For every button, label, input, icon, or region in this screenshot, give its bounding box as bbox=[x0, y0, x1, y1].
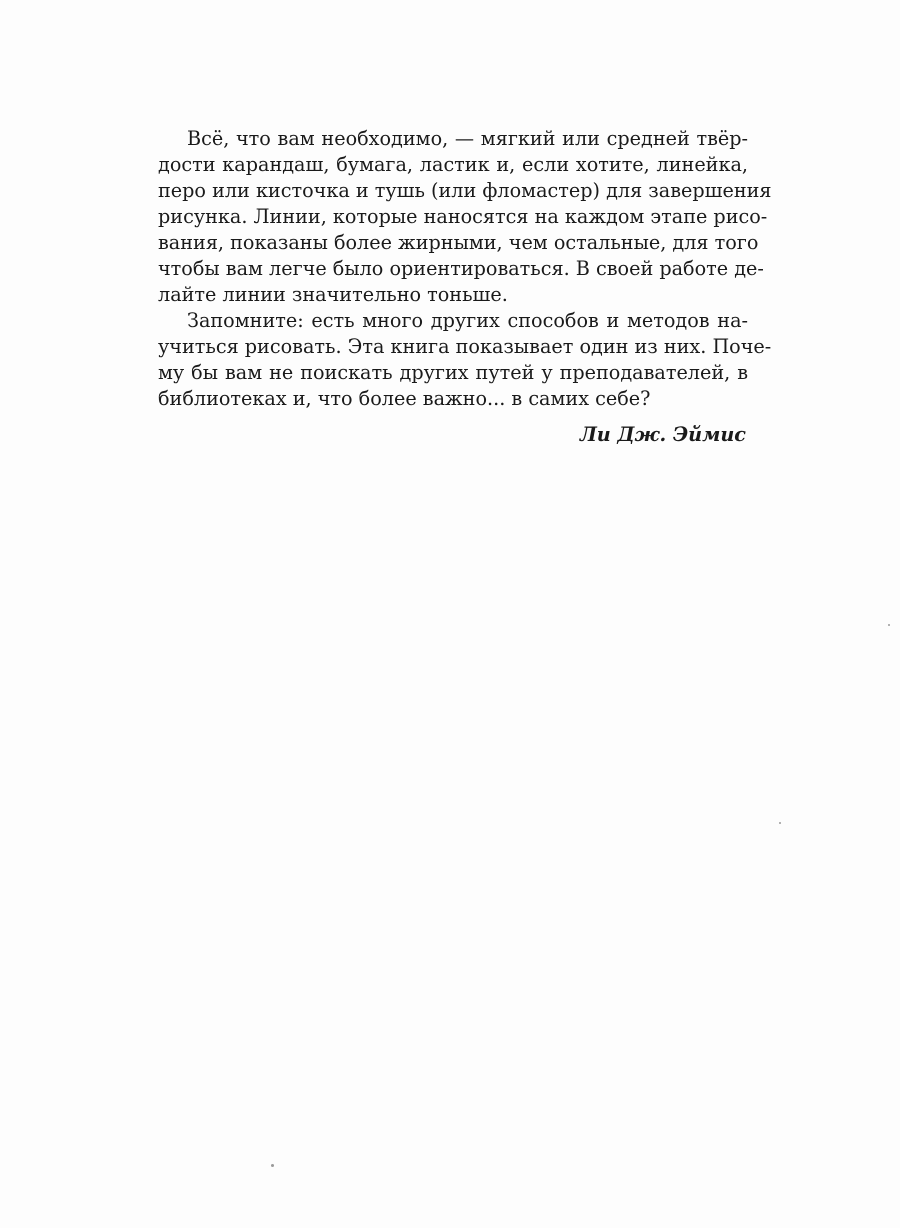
scan-speck bbox=[888, 624, 890, 626]
paragraph-2 bbox=[158, 308, 772, 412]
text-line: учиться рисовать. Эта книга показывает один из них. Поче- bbox=[158, 335, 772, 358]
text-line: перо или кисточка и тушь (или фломастер) для завершения bbox=[158, 179, 772, 202]
scan-speck bbox=[779, 822, 781, 824]
text-line: Запомните: есть много других способов и методов на- bbox=[187, 309, 748, 332]
text-line: Всё, что вам необходимо, — мягкий или средней твёр- bbox=[187, 127, 748, 150]
text-line: лайте линии значительно тоньше. bbox=[158, 283, 508, 306]
author-signature: Ли Дж. Эймис bbox=[579, 423, 746, 446]
scan-speck bbox=[271, 1164, 274, 1167]
text-line: рисунка. Линии, которые наносятся на каждом этапе рисо- bbox=[158, 205, 768, 228]
paragraph-1 bbox=[158, 126, 772, 308]
text-line: чтобы вам легче было ориентироваться. В своей работе де- bbox=[158, 257, 764, 280]
text-line: дости карандаш, бумага, ластик и, если хотите, линейка, bbox=[158, 153, 748, 176]
text-line: библиотеках и, что более важно... в самих себе? bbox=[158, 387, 651, 410]
text-line: му бы вам не поискать других путей у преподавателей, в bbox=[158, 361, 748, 384]
text-line: вания, показаны более жирными, чем остальные, для того bbox=[158, 231, 759, 254]
page-text bbox=[158, 126, 772, 448]
